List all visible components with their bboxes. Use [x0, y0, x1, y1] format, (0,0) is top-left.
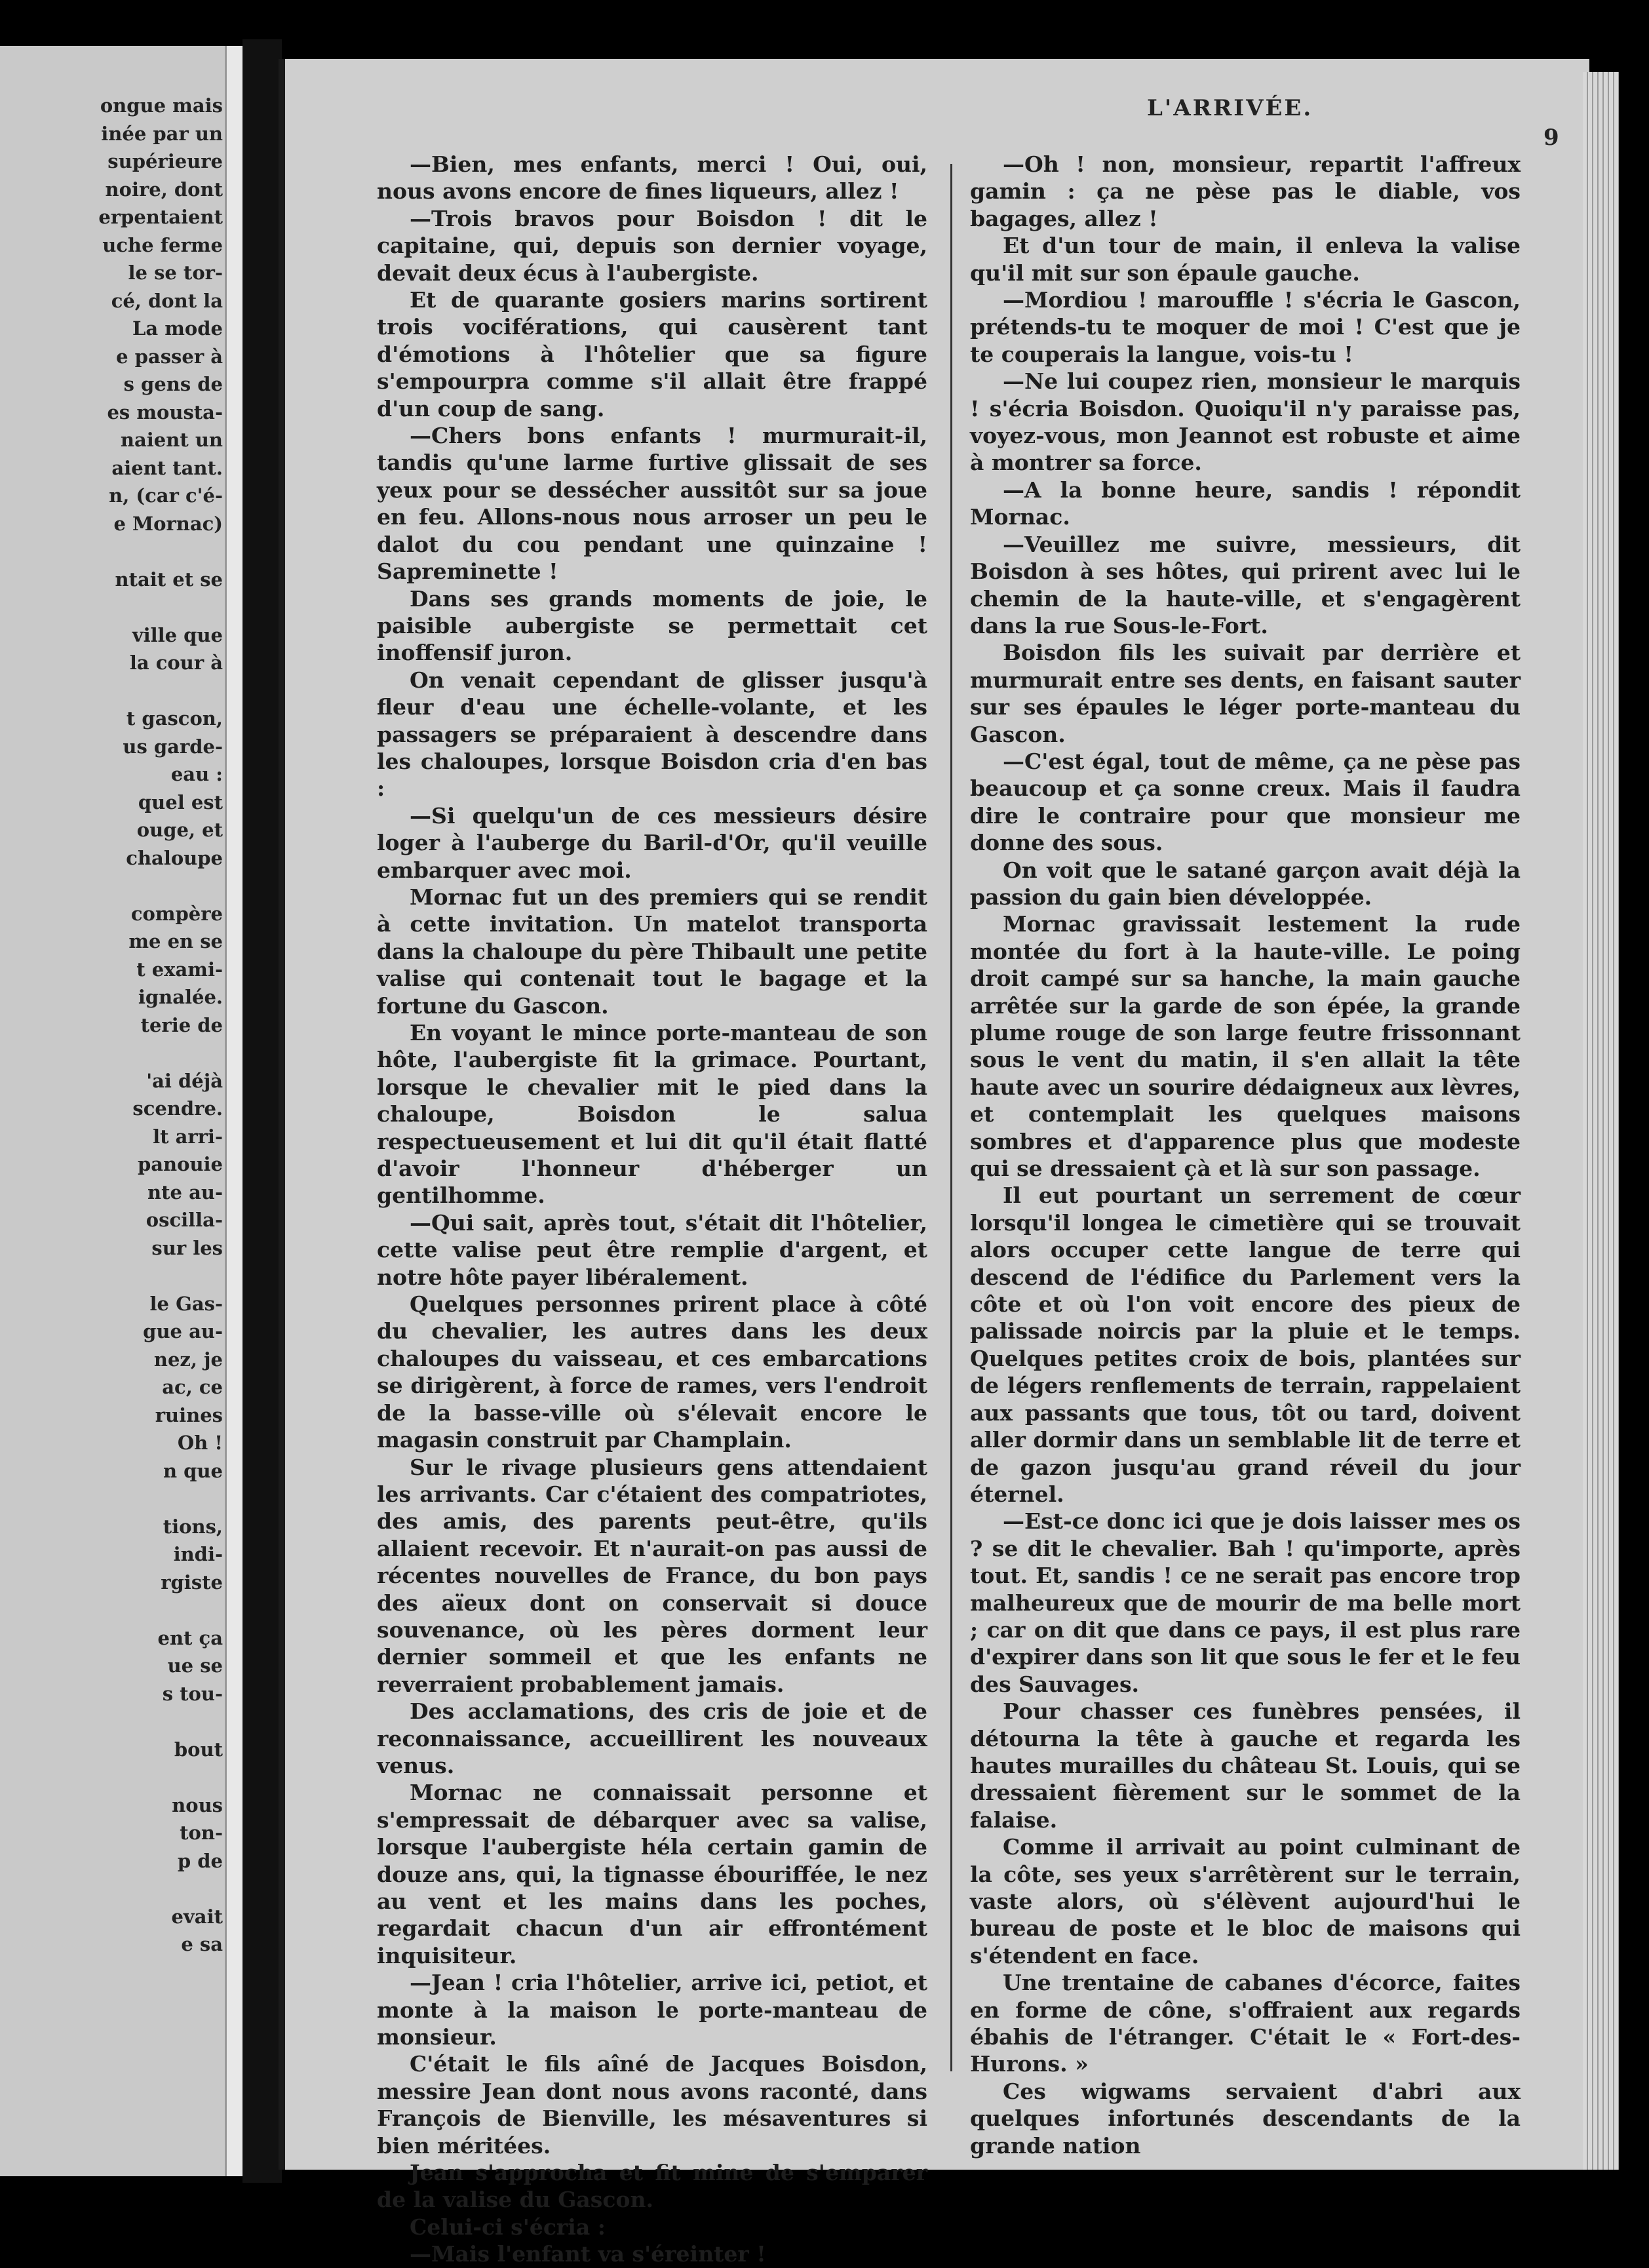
- paragraph: Mornac ne connaissait personne et s'empressait de débarquer avec sa valise, lorsque l'aubergiste héla certain gamin de douze ans, qui, la tignasse ébouriffée, le nez au vent et les mains dans les poches, regardait chacun d'un air effrontément inquisiteur.: [377, 1780, 927, 1968]
- left-page-fragment: uche ferme: [102, 233, 223, 256]
- left-page-fragment: ignalée.: [138, 986, 223, 1008]
- paragraph: On venait cependant de glisser jusqu'à fleur d'eau une échelle-volante, et les passagers se préparaient à descendre dans les chaloupes, lorsque Boisdon cria d'en bas :: [377, 667, 927, 802]
- left-page-fragment: sur les: [151, 1236, 223, 1259]
- paragraph: Et d'un tour de main, il enleva la valise qu'il mit sur son épaule gauche.: [970, 233, 1521, 286]
- paragraph: —Ne lui coupez rien, monsieur le marquis ! s'écria Boisdon. Quoiqu'il n'y paraisse pas, voyez-vous, mon Jeannot est robuste et aime à montrer sa force.: [970, 368, 1521, 476]
- left-page-fragment: e sa: [181, 1933, 223, 1955]
- left-page-fragment: rgiste: [161, 1571, 223, 1593]
- paragraph: Dans ses grands moments de joie, le paisible aubergiste se permettait cet inoffensif juron.: [377, 585, 927, 666]
- paragraph: —Mordiou ! marouffle ! s'écria le Gascon, prétends-tu te moquer de moi ! C'est que je te couperais la langue, vois-tu !: [970, 287, 1521, 367]
- right-page: [279, 59, 1589, 2267]
- left-page-fragment: s tou-: [162, 1682, 223, 1705]
- paragraph: Ces wigwams servaient d'abri aux quelques infortunés descendants de la grande nation: [970, 2078, 1521, 2159]
- left-page-fragment: ac, ce: [162, 1376, 223, 1398]
- paragraph: —Est-ce donc ici que je dois laisser mes os ? se dit le chevalier. Bah ! qu'importe, après tout. Et, sandis ! ce ne serait pas encore trop malheureux que de mourir de ma belle mort ; car on dit que dans ce pays, il est plus rare d'expirer dans son lit que sous le fer et le feu des Sauvages.: [970, 1508, 1521, 1697]
- paragraph: —Bien, mes enfants, merci ! Oui, oui, nous avons encore de fines liqueurs, allez !: [377, 151, 927, 205]
- left-page-fragment: compère: [130, 902, 223, 925]
- paragraph: Mornac fut un des premiers qui se rendit à cette invitation. Un matelot transporta dans la chaloupe du père Thibault une petite valise qui contenait tout le bagage et la fortune du Gascon.: [377, 884, 927, 1019]
- left-page-fragment: noire, dont: [105, 178, 223, 201]
- left-page-fragment: Oh !: [177, 1432, 223, 1454]
- left-page-fragment: erpentaient: [98, 206, 223, 228]
- left-page-edge: [225, 46, 242, 2176]
- left-page-fragment: eau :: [170, 763, 223, 785]
- left-page-fragment: ruines: [155, 1403, 223, 1426]
- left-page-fragment: t gascon,: [126, 707, 223, 730]
- paragraph: Comme il arrivait au point culminant de la côte, ses yeux s'arrêtèrent sur le terrain, vaste alors, où s'élèvent aujourd'hui le bureau de poste et le bloc de maisons qui s'étendent en face.: [970, 1834, 1521, 1968]
- left-page-fragment: ton-: [180, 1822, 223, 1844]
- page-edges: [1583, 72, 1619, 2170]
- left-page-fragment: panouie: [137, 1153, 223, 1175]
- paragraph: Mornac gravissait lestement la rude montée du fort à la haute-ville. Le poing droit campé sur sa hanche, la main gauche arrêtée sur la garde de son épée, la grande plume rouge de son large feutre frissonnant sous le vent du matin, il s'en allait la tête haute avec un sourire dédaigneux aux lèvres, et contemplait les quelques maisons sombres et d'apparence plus que modeste qui se dressaient çà et là sur son passage.: [970, 911, 1521, 1182]
- paragraph: —Trois bravos pour Boisdon ! dit le capitaine, qui, depuis son dernier voyage, devait deux écus à l'aubergiste.: [377, 205, 927, 286]
- left-page-fragment: naient un: [120, 429, 223, 451]
- left-page-fragment: inée par un: [101, 122, 223, 145]
- paragraph: Celui-ci s'écria :: [410, 2214, 606, 2240]
- left-page-fragment: [0, 1485, 223, 1513]
- left-page-fragment: s gens de: [123, 373, 223, 395]
- left-page-fragment: p de: [177, 1849, 223, 1872]
- paragraph: —A la bonne heure, sandis ! répondit Mornac.: [970, 477, 1521, 530]
- left-page-fragment: n que: [163, 1459, 223, 1482]
- left-page-fragment: n, (car c'é-: [109, 484, 223, 507]
- left-page-fragment: ouge, et: [136, 819, 223, 841]
- paragraph: Une trentaine de cabanes d'écorce, faites en forme de cône, s'offraient aux regards ébahis de l'étranger. C'était le « Fort-des-Hurons. »: [970, 1970, 1521, 2077]
- left-page-fragment: terie de: [140, 1013, 223, 1036]
- left-page-fragment: ue se: [167, 1654, 223, 1677]
- left-page-fragment: nez, je: [153, 1348, 223, 1371]
- left-page-fragment: us garde-: [123, 735, 223, 758]
- left-page-fragment: nous: [172, 1793, 223, 1816]
- paragraph: —Si quelqu'un de ces messieurs désire loger à l'auberge du Baril-d'Or, qu'il veuille embarquer avec moi.: [377, 802, 927, 883]
- paragraph: Boisdon fils les suivait par derrière et murmurait entre ses dents, en faisant sauter sur ses épaules le léger porte-manteau du Gascon.: [970, 640, 1521, 747]
- left-page-fragment: [0, 1875, 223, 1903]
- left-page-fragment: ent ça: [157, 1626, 223, 1649]
- left-page-fragment: cé, dont la: [111, 289, 223, 312]
- left-page-fragment: es mousta-: [107, 401, 223, 423]
- paragraph: Des acclamations, des cris de joie et de reconnaissance, accueillirent les nouveaux venus.: [377, 1698, 927, 1778]
- left-page-fragment: le se tor-: [128, 262, 223, 284]
- left-page-fragment: e Mornac): [113, 512, 223, 535]
- paragraph: —Veuillez me suivre, messieurs, dit Boisdon à ses hôtes, qui prirent avec lui le chemin de la haute-ville, et s'engagèrent dans la rue Sous-le-Fort.: [970, 531, 1521, 638]
- left-page-fragment: aient tant.: [111, 456, 223, 479]
- left-page-fragment: chaloupe: [126, 846, 223, 869]
- paragraph: C'était le fils aîné de Jacques Boisdon, messire Jean dont nous avons raconté, dans François de Bienville, les mésaventures si bien méritées.: [377, 2051, 927, 2159]
- column-rule: [950, 164, 952, 2071]
- left-page-fragment: 'ai déjà: [146, 1069, 223, 1092]
- left-page-fragment: oscilla-: [146, 1209, 223, 1231]
- left-page-fragment: t exami-: [136, 958, 223, 981]
- page-number: 9: [1543, 125, 1559, 151]
- paragraph: —Chers bons enfants ! murmurait-il, tandis qu'une larme furtive glissait de ses yeux pour se dessécher aussitôt sur sa joue en feu. Allons-nous nous arroser un peu le dalot du cou pendant une quinzaine ! Sapreminette !: [377, 423, 927, 585]
- left-page-fragment: ntait et se: [115, 568, 223, 591]
- left-page-fragment: [0, 872, 223, 900]
- paragraph: On voit que le satané garçon avait déjà la passion du gain bien développée.: [970, 857, 1521, 910]
- left-page-fragment: le Gas-: [149, 1292, 223, 1315]
- left-page-fragment: ongue mais: [100, 94, 223, 117]
- left-page-fragment: indi-: [173, 1543, 223, 1565]
- paragraph: En voyant le mince porte-manteau de son hôte, l'aubergiste fit la grimace. Pourtant, lorsque le chevalier mit le pied dans la chaloupe, Boisdon le salua respectueusement et lui dit qu'il était flatté d'avoir l'honneur d'héberger un gentilhomme.: [377, 1020, 927, 1209]
- paragraph: Il eut pourtant un serrement de cœur lorsqu'il longea le cimetière qui se trouvait alors occuper cette langue de terre qui descend de l'édifice du Parlement vers la côte et où l'on voit encore des pieux de palissade noircis par la pluie et le temps. Quelques petites croix de bois, plantées sur de légers renflements de terrain, rappelaient aux passants que tous, tôt ou tard, doivent aller dormir dans un semblable lit de terre et de gazon jusqu'au grand réveil du jour éternel.: [970, 1183, 1521, 1507]
- paragraph: Jean s'approcha et fit mine de s'emparer de la valise du Gascon.: [377, 2160, 927, 2213]
- paragraph: —C'est égal, tout de même, ça ne pèse pas beaucoup et ça sonne creux. Mais il faudra dire le contraire pour que monsieur me donne des sous.: [970, 748, 1521, 856]
- left-page-fragment: scendre.: [132, 1097, 223, 1120]
- left-page-fragment: evait: [171, 1905, 223, 1928]
- left-page-fragment: [0, 1262, 223, 1290]
- left-page-fragment: [0, 1763, 223, 1791]
- left-page-fragment: supérieure: [107, 150, 223, 172]
- left-page-fragment: La mode: [132, 317, 223, 340]
- paragraph: —Qui sait, après tout, s'était dit l'hôtelier, cette valise peut être remplie d'argent, et notre hôte payer libéralement.: [377, 1209, 927, 1290]
- left-page-fragment: [0, 1708, 223, 1736]
- left-page-fragment: nte au-: [147, 1181, 223, 1203]
- left-page-fragment: [0, 1596, 223, 1624]
- paragraph: Pour chasser ces funèbres pensées, il détourna la tête à gauche et regarda les hautes murailles du château St. Louis, qui se dressaient fièrement sur le sommet de la falaise.: [970, 1698, 1521, 1833]
- left-page-fragment: ville que: [132, 623, 223, 646]
- left-page-fragment: quel est: [138, 791, 223, 813]
- paragraph: —Oh ! non, monsieur, repartit l'affreux gamin : ça ne pèse pas le diable, vos bagages, allez !: [970, 151, 1521, 231]
- left-page-text: [0, 92, 223, 1959]
- paragraph: Sur le rivage plusieurs gens attendaient les arrivants. Car c'étaient des compatriotes, des amis, des parents peut-être, qu'ils allaient recevoir. Et n'aurait-on pas aussi de récentes nouvelles de France, du bon pays des aïeux dont on conservait si douce souvenance, où les pères dorment leur dernier sommeil et que les enfants ne reverraient probablement jamais.: [377, 1454, 927, 1697]
- book-gutter: [242, 39, 282, 2183]
- paragraph: —Mais l'enfant va s'éreinter !: [410, 2241, 766, 2267]
- running-title: L'ARRIVÉE.: [1147, 95, 1313, 121]
- left-page-fragment: la cour à: [129, 652, 223, 674]
- paragraph: —Jean ! cria l'hôtelier, arrive ici, petiot, et monte à la maison le porte-manteau de monsieur.: [377, 1970, 927, 2050]
- left-page-fragment: [0, 1039, 223, 1067]
- text-column-left: [377, 151, 927, 2268]
- left-page-fragment: bout: [174, 1738, 223, 1761]
- paragraph: Et de quarante gosiers marins sortirent trois vociférations, qui causèrent tant d'émotions à l'hôtelier que sa figure s'empourpra comme s'il allait être frappé d'un coup de sang.: [377, 287, 927, 421]
- left-page: [0, 46, 242, 2176]
- text-column-right: [970, 151, 1521, 2159]
- left-page-fragment: [0, 677, 223, 705]
- left-page-fragment: gue au-: [143, 1320, 223, 1342]
- left-page-fragment: me en se: [128, 930, 223, 952]
- left-page-fragment: tions,: [163, 1515, 223, 1538]
- left-page-fragment: [0, 593, 223, 621]
- paragraph: Quelques personnes prirent place à côté du chevalier, les autres dans les deux chaloupes du vaisseau, et ces embarcations se dirigèrent, à force de rames, vers l'endroit de la basse-ville où s'élevait encore le magasin construit par Champlain.: [377, 1291, 927, 1453]
- left-page-fragment: [0, 538, 223, 566]
- left-page-fragment: lt arri-: [153, 1125, 223, 1148]
- left-page-fragment: e passer à: [116, 345, 223, 368]
